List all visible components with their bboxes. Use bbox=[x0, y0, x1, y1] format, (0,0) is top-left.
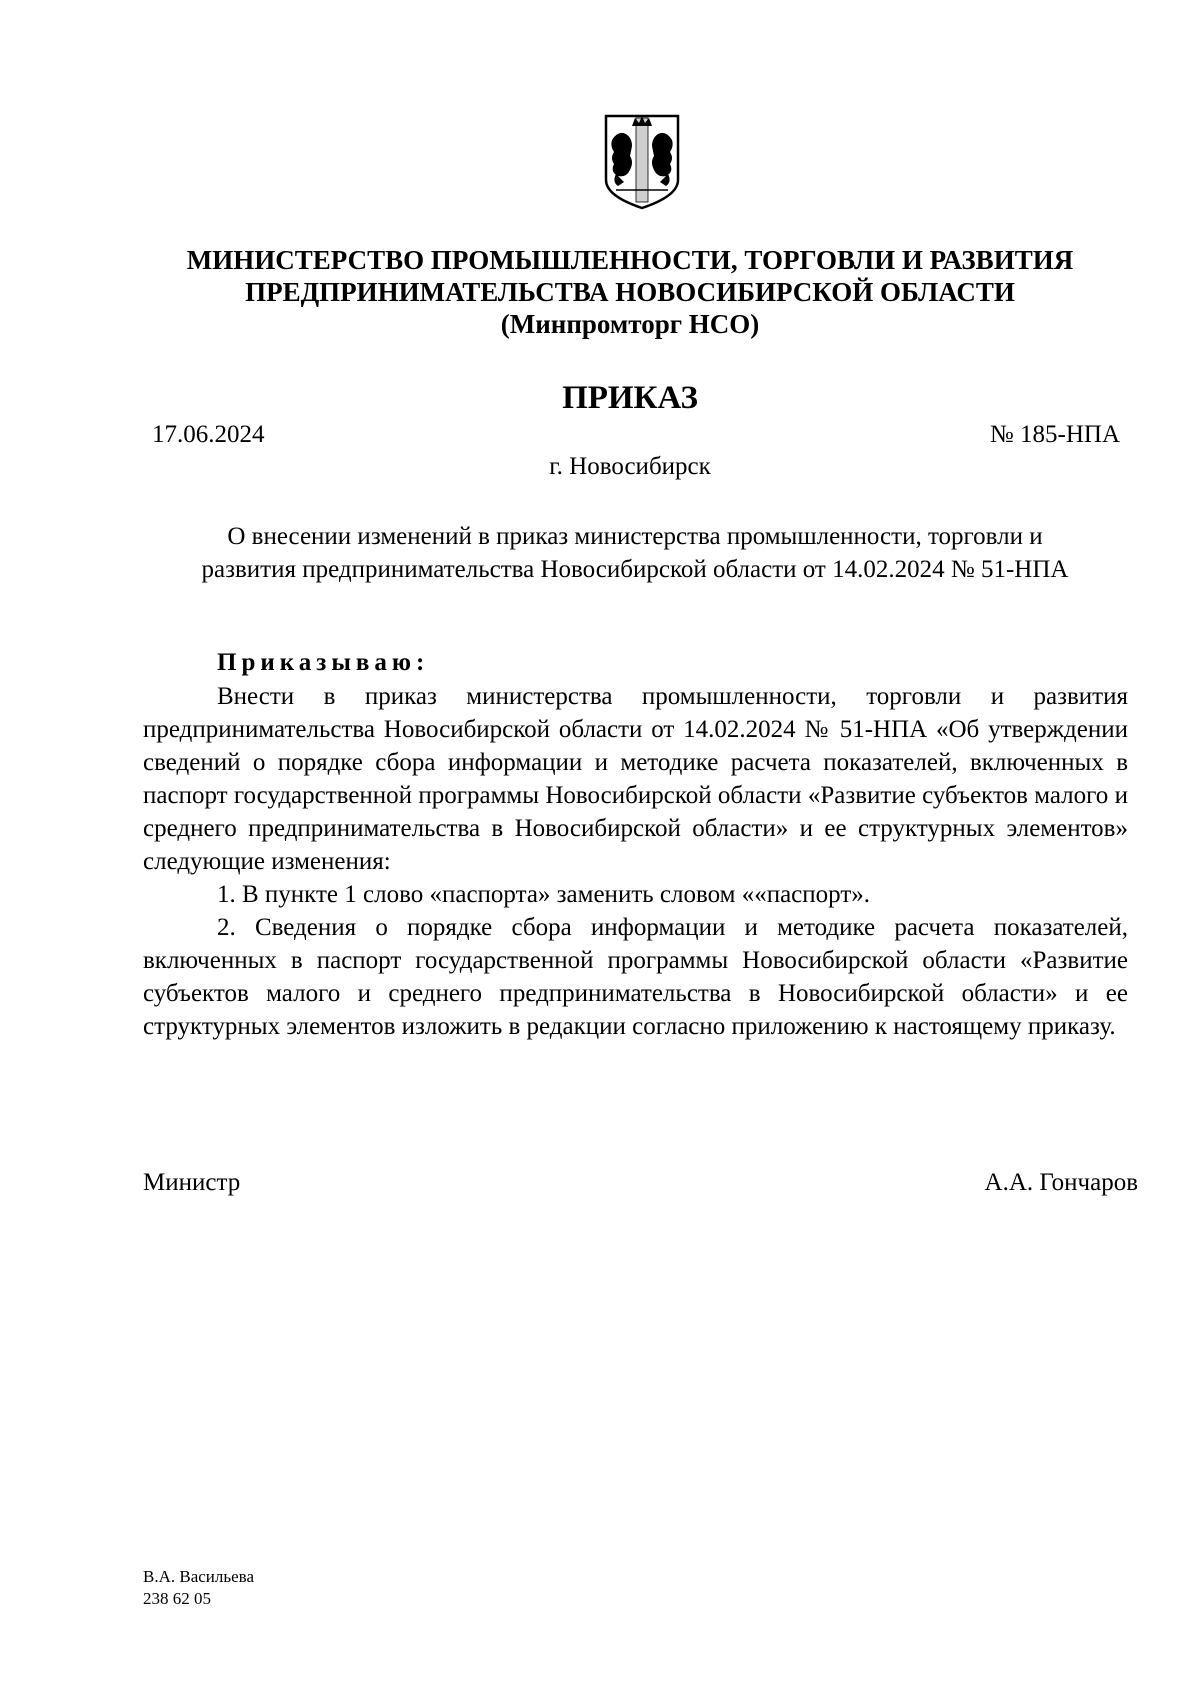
body-item-2: 2. Сведения о порядке сбора информации и методике расчета показателей, включенных в паспорт государственной программы Новосибирской области «Развитие субъектов малого и среднего предпринимательства в Новосибирской области» и ее структурных элементов изложить в редакции согласно приложению к настоящему приказу. bbox=[143, 914, 1128, 1040]
order-subject bbox=[140, 520, 1130, 586]
coat-of-arms-icon bbox=[602, 112, 682, 212]
ministry-name-line2: ПРЕДПРИНИМАТЕЛЬСТВА НОВОСИБИРСКОЙ ОБЛАСТИ bbox=[245, 277, 1015, 307]
directive-heading: Приказываю: bbox=[217, 649, 430, 676]
signer-position: Министр bbox=[143, 1169, 241, 1196]
subject-line2: развития предпринимательства Новосибирской области от 14.02.2024 № 51-НПА bbox=[201, 556, 1069, 583]
order-city: г. Новосибирск bbox=[549, 453, 711, 480]
executor-phone: 238 62 05 bbox=[143, 1589, 211, 1608]
document-title: ПРИКАЗ bbox=[562, 380, 698, 416]
subject-line1: О внесении изменений в приказ министерства промышленности, торговли и bbox=[227, 523, 1043, 550]
body-paragraph-intro: Внести в приказ министерства промышленности, торговли и развития предпринимательства Новосибирской области от 14.02.2024 № 51-НПА «Об утверждении сведений о порядке сбора информации и методике расчета показателей, включенных в паспорт государственной программы Новосибирской области «Развитие субъектов малого и среднего предпринимательства в Новосибирской области» и ее структурных элементов» следующие изменения: bbox=[143, 683, 1128, 875]
executor-name: В.А. Васильева bbox=[143, 1567, 255, 1586]
ministry-name-line1: МИНИСТЕРСТВО ПРОМЫШЛЕННОСТИ, ТОРГОВЛИ И РАЗВИТИЯ bbox=[186, 245, 1074, 275]
signer-name: А.А. Гончаров bbox=[984, 1169, 1138, 1196]
ministry-header bbox=[140, 244, 1120, 340]
body-item-1: 1. В пункте 1 слово «паспорта» заменить словом ««паспорт». bbox=[217, 881, 870, 908]
ministry-abbreviation: (Минпромторг НСО) bbox=[500, 309, 760, 339]
executor-info bbox=[143, 1566, 254, 1610]
order-body bbox=[143, 680, 1128, 1043]
order-date: 17.06.2024 bbox=[152, 421, 265, 448]
order-number: № 185-НПА bbox=[989, 421, 1120, 448]
